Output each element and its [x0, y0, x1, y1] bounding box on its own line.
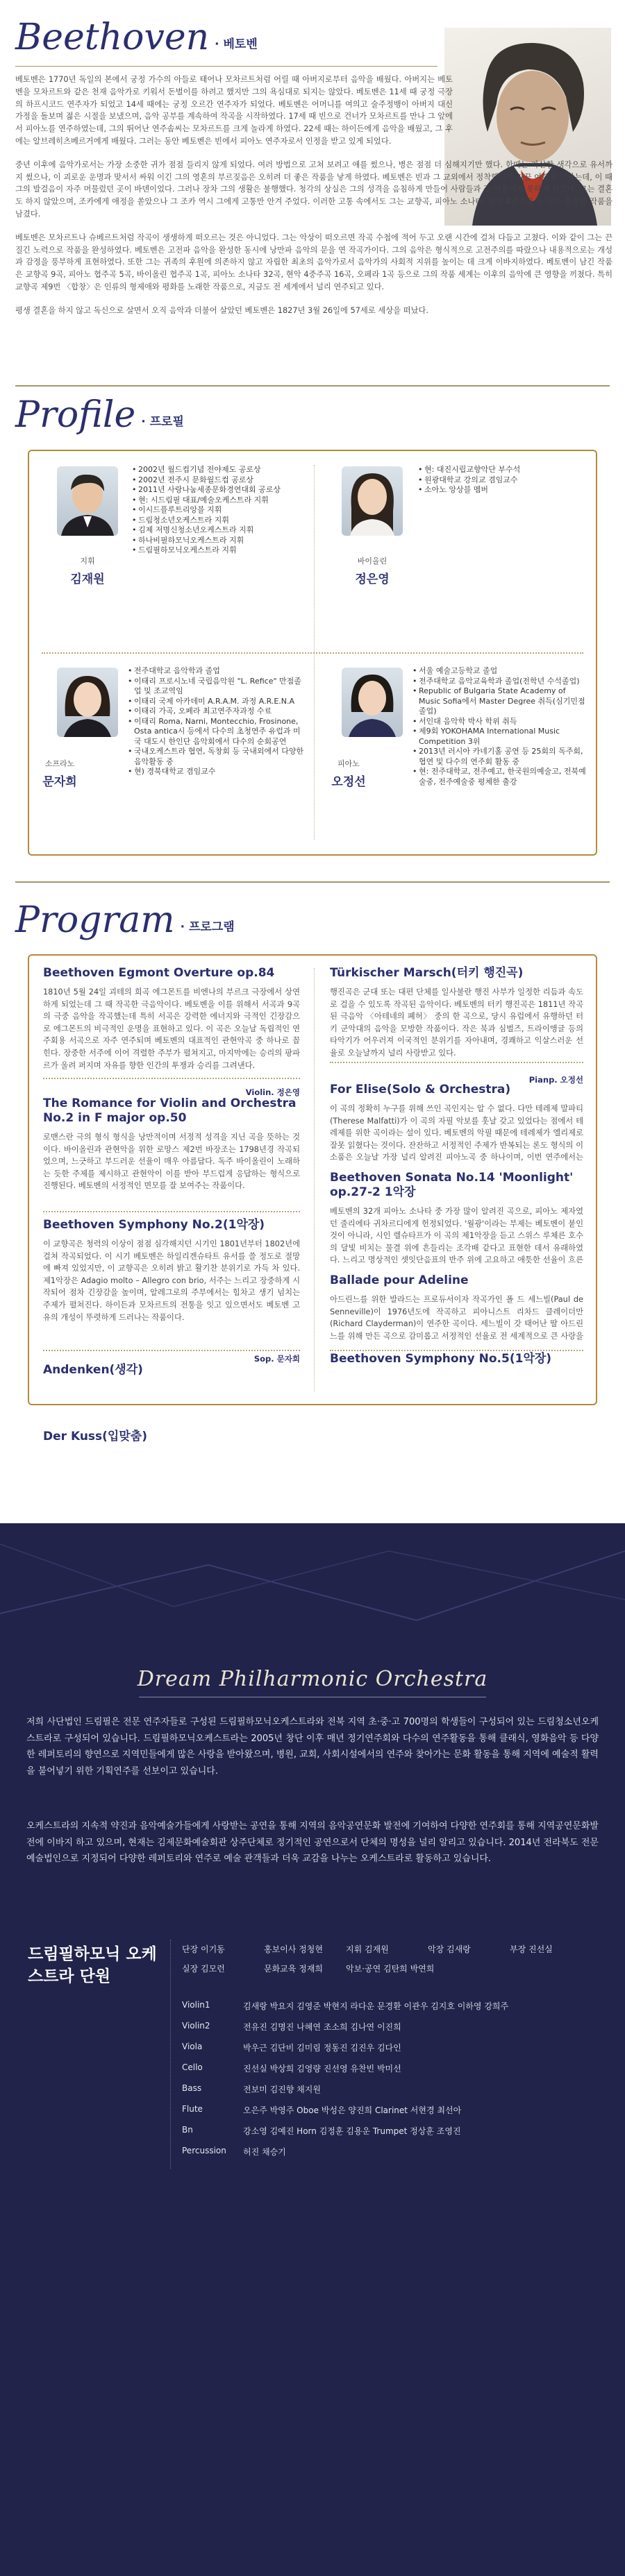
divider — [330, 1062, 583, 1063]
divider — [15, 66, 438, 67]
staff-member: 부장 진선실 — [510, 1944, 553, 1954]
orchestra-description: 오케스트라의 지속적 약진과 음악예술가들에게 사랑받는 공연을 통해 지역의 음악공연문화 발전에 기여하여 다양한 연주회를 통해 지역공연문화발전에 이바지 하고 있으며, 현재는 김제문화예술회관 상주단체로 정기적인 공연으로서 단체의 명성을 널리 알리고 있습니다. 2014년 전라북도 전문예술법인으로 지정되어 다양한 레퍼토리와 연주로 예술 관객들과 더욱 교감을 나누는 오케스트라로 활동하고 있습니다. — [26, 1821, 599, 1864]
beethoven-heading — [15, 19, 258, 56]
section-part: Bn — [182, 2125, 193, 2135]
section-members: 허진 채승기 — [243, 2147, 286, 2157]
career-item: • 현: 대진시립교향악단 부수석 — [418, 465, 585, 475]
program-item — [43, 966, 300, 1078]
career-item: • 드림청소년오케스트라 지휘 — [132, 516, 306, 526]
section-members: 김새랑 박요지 김영준 박현지 라다운 문경환 이관우 김지호 이하영 강희주 — [243, 2001, 509, 2011]
section-members: 박우근 김단비 김미림 정동진 김진우 김다인 — [243, 2043, 401, 2053]
career-item: • 김제 저명신청소년오케스트라 지휘 — [132, 525, 306, 536]
section-members: 강소영 김예진 Horn 김정훈 김용운 Trumpet 정상훈 조영진 — [243, 2126, 461, 2136]
program-title: Program — [15, 899, 175, 941]
program-item — [43, 1352, 300, 1378]
program-item-text: 이 곡의 정확히 누구를 위해 쓰인 곡인지는 알 수 없다. 다만 테레제 말파티(Therese Malfatti)가 이 곡의 자필 악보를 훗날 갖고 있었다는 점에서 테레제를 위한 곡이라는 설이 있다. 베토벤의 악필 때문에 테레제가 엘리제로 잘못 읽혔다는 것이다. 잔잔하고 서정적인 주제가 반복되는 론도 형식의 이 소품은 오늘날 가장 널리 알려진 피아노곡 중 하나이며, 이번 연주에서는 — [330, 1104, 583, 1162]
violinist-photo — [342, 466, 403, 536]
pianist-photo — [342, 668, 403, 737]
program-item-title: Türkischer Marsch(터키 행진곡) — [330, 966, 524, 980]
divider — [42, 652, 583, 654]
program-item-title: Der Kuss(입맞춤) — [43, 1430, 147, 1443]
conductor-name-block — [53, 555, 122, 586]
section-part: Viola — [182, 2042, 203, 2051]
career-item: • 국내오케스트라 협연, 독창회 등 국내외에서 다양한 음악활동 중 — [128, 747, 307, 767]
pianist-career — [412, 666, 586, 787]
career-item: • 서울 예술고등학교 졸업 — [412, 666, 586, 677]
career-item: • 2002년 월드컵기념 전야제도 공로상 — [132, 465, 306, 475]
profile-title: Profile — [15, 394, 136, 436]
program-item-title: Ballade pour Adeline — [330, 1273, 469, 1287]
section-members: 오은주 박영주 Oboe 박성은 양진희 Clarinet 서현경 최선아 — [243, 2105, 462, 2115]
career-item: • 소아노 앙상블 멤버 — [418, 485, 585, 495]
pianist-name-block — [321, 758, 376, 789]
program-heading — [15, 899, 235, 941]
section-part: Violin1 — [182, 2000, 210, 2010]
soprano-role: 소프라노 — [44, 759, 75, 768]
pianist-role: 피아노 — [338, 759, 360, 768]
program-item-title: Beethoven Egmont Overture op.84 — [43, 966, 275, 980]
conductor-role: 지휘 — [80, 557, 95, 566]
career-item: • Republic of Bulgaria State Academy of Music Sofia에서 Master Degree 취득(심기민점 졸업) — [412, 686, 586, 717]
program-item-title: Beethoven Symphony No.2(1악장) — [43, 1218, 265, 1232]
program-item-text: 베토벤의 32개 피아노 소나타 중 가장 많이 알려진 곡으로, 피아노 제자였던 줄리에타 귀차르디에게 헌정되었다. '월광'이라는 부제는 베토벤이 붙인 것이 아니라, 시인 렐슈타프가 이 곡의 제1악장을 듣고 스위스 루체른 호수의 달빛 비치는 물결 위에 흔들리는 조각배 같다고 표현한 데서 유래하였다. 느리고 명상적인 셋잇단음표의 반주 위에 고요하고 애틋한 선율이 흐른 — [330, 1207, 583, 1265]
conductor-name: 김재원 — [70, 573, 105, 586]
career-item: • 하나비필하모닉오케스트라 지휘 — [132, 536, 306, 546]
conductor-career — [132, 465, 306, 556]
section-part: Percussion — [182, 2146, 226, 2155]
staff-member: 지휘 김재원 — [346, 1944, 389, 1954]
beethoven-bio — [15, 74, 612, 317]
career-item: • 2002년 전주시 문화월드컵 공로상 — [132, 475, 306, 486]
bio-paragraph: 베토벤은 1770년 독일의 본에서 궁정 가수의 아들로 태어나 모차르트처럼 어릴 때 아버지로부터 음악을 배웠다. 아버지는 베토벤을 모차르트와 같은 천재 음악가로 키워서 돈벌이를 하려고 했지만 그의 욕심대로 되지는 않았다. 베토벤은 11세 때 궁정 극장의 하프시코드 연주자가 되었고 14세 때에는 궁정 오르간 연주자가 되었다. 베토벤은 어머니를 여의고 술주정뱅이 아버지 대신 가정을 돌보며 젊은 시절을 보냈으며, 음악 공부를 계속하여 작곡을 시작하였다. 17세 때 빈으로 건너가 모차르트를 만나 그 앞에서 피아노를 연주하였는데, 그의 뛰어난 연주솜씨는 모차르트를 크게 놀라게 하였다. 22세 때는 하이든에게 음악을 배웠고, 그 후에는 알브레히츠베르거에게 배웠다. 그러는 동안 베토벤은 빈에서 피아노 연주자로서 인정을 받고 있게 되었다. — [15, 75, 453, 146]
staff-member: 악보·공연 김탄희 박연희 — [346, 1964, 435, 1974]
soprano-name: 문자희 — [42, 775, 77, 789]
career-item: • 이태리 가곡, 오페라 최고연주자과정 수료 — [128, 706, 307, 717]
members-title: 드림필하모닉 오케스트라 단원 — [28, 1945, 157, 1985]
soprano-name-block — [32, 758, 88, 789]
divider — [43, 1078, 300, 1079]
career-item: • 전주대학교 음악교육학과 졸업(전학년 수석졸업) — [412, 677, 586, 687]
staff-member: 악장 김새랑 — [428, 1944, 471, 1954]
divider — [330, 1350, 583, 1351]
program-item-title: Beethoven Sonata No.14 'Moonlight' op.27-2 1악장 — [330, 1171, 574, 1199]
pianist-name: 오정선 — [331, 775, 366, 789]
program-item — [43, 1430, 300, 1444]
career-item: • 이시드플루트리앙블 지휘 — [132, 505, 306, 516]
program-item — [43, 1084, 300, 1205]
orchestra-description: 저희 사단법인 드림필은 전문 연주자들로 구성된 드림필하모닉오케스트라와 전북 지역 초·중·고 700명의 학생들이 구성되어 있는 드림청소년오케스트라로 구성되어 있습니다. 드림필하모닉오케스트라는 2005년 창단 이후 매년 정기연주회와 다수의 연주활동을 통해 클래식, 영화음악 등 다양한 레퍼토리의 향연으로 지역민들에게 많은 사랑을 받아왔으며, 병원, 교회, 사회시설에서의 연주와 찾아가는 문화 활동을 통해 지역에 예술적 활력을 불어넣기 위한 기획연주를 선보이고 있습니다. — [26, 1717, 599, 1777]
beethoven-title-kr: · 베토벤 — [215, 37, 258, 51]
program-item-performer: Violin. 정은영 — [245, 1087, 300, 1097]
career-item: • 원광대학교 강의교 겸임교수 — [418, 475, 585, 486]
violinist-career — [418, 465, 585, 495]
section-members: 전유진 김명진 나혜연 조소희 김나연 이진희 — [243, 2022, 401, 2032]
career-item: • 서인대 음악학 박사 학위 취득 — [412, 717, 586, 727]
section-part: Flute — [182, 2104, 203, 2114]
bio-paragraph: 베토벤은 모차르트나 슈베르트처럼 작곡이 생생하게 떠오르는 것은 아니었다. 그는 악상이 떠오르면 작곡 수첩에 적어 두고 오랜 시간에 걸쳐 다듬고 고쳤다. 이와 같이 그는 끈질긴 노력으로 작품을 완성하였다. 베토벤은 고전파 음악을 완성한 동시에 낭만파 음악의 문을 연 작곡가이다. 그의 음악은 형식적으로 고전주의를 따랐으나 내용적으로는 개성과 감정을 풍부하게 표현하였다. 또한 그는 귀족의 후원에 의존하지 않고 자립한 최초의 음악가로서 음악가의 사회적 지위를 높이는 데 크게 이바지하였다. 베토벤이 남긴 작품은 교향곡 9곡, 피아노 협주곡 5곡, 바이올린 협주곡 1곡, 피아노 소나타 32곡, 현악 4중주곡 16곡, 오페라 1곡 등으로 그의 작품 세계는 이후의 음악에 큰 영향을 끼쳤다. 특히 교향곡 제9번 〈합창〉은 인류의 형제애와 평화를 노래한 작품으로, 지금도 전 세계에서 널리 연주되고 있다. — [15, 232, 612, 291]
program-item-title: The Romance for Violin and Orchestra No.2 in F major op.50 — [43, 1096, 297, 1125]
conductor-photo — [57, 466, 118, 536]
divider — [43, 1211, 300, 1212]
career-item: • 현: 시드림필 대표/예술오케스트라 지휘 — [132, 495, 306, 506]
section-members: 전보미 김진향 채지원 — [243, 2085, 321, 2094]
program-item-text: 이 교향곡은 청력의 이상이 점점 심각해지던 시기인 1801년부터 1802년에 걸쳐 작곡되었다. 이 시기 베토벤은 하일리겐슈타트 유서를 쓸 정도로 절망에 빠져 있었지만, 이 교향곡은 오히려 밝고 활기찬 분위기로 가득 차 있다. 제1악장은 Adagio molto – Allegro con brio, 서주는 느리고 장중하게 시작되어 점차 긴장감을 높이며, 알레그로의 주부에서는 힘차고 생기 넘치는 주제가 펼쳐진다. 하이든과 모차르트의 전통을 잇고 있으면서도 베토벤 고유의 개성이 뚜렷하게 드러나는 작품이다. — [43, 1239, 300, 1322]
divider — [43, 1350, 300, 1351]
career-item: • 이태리 국제 아카데미 A.R.A.M. 과정 A.R.E.N.A — [128, 697, 307, 707]
program-item-text: 1810년 5월 24일 괴테의 희곡 에그몬트를 비엔나의 부르크 극장에서 상연하게 되었는데 그 때 작곡한 극음악이다. 베토벤을 이를 위해서 서곡과 9곡의 극중 음악을 작곡했는데 특히 서곡은 강력한 에너지와 극적인 긴장감으로 에그몬트의 비극적인 운명을 표현하고 있다. 이 곡은 오늘날 독립적인 연주회용 서곡으로 자주 연주되며 베토벤의 대표적인 관현악곡 중 하나로 꼽힌다. 장중한 서주에 이어 격렬한 주부가 펼쳐지고, 마지막에는 승리의 팡파르가 울려 퍼지며 자유를 향한 인간의 투쟁과 승리를 그려낸다. — [43, 988, 300, 1070]
orchestra-title: Dream Philharmonic Orchestra — [137, 1667, 488, 1691]
violinist-role: 바이올린 — [357, 557, 388, 566]
violinist-name: 정은영 — [355, 573, 390, 586]
section-members: 진선실 박상희 김영량 진선영 유찬빈 박미선 — [243, 2064, 401, 2074]
career-item: • 이태리 프로시노네 국립음악원 "L. Refice" 만점졸업 및 조교역임 — [128, 677, 307, 697]
soprano-photo — [57, 668, 118, 737]
career-item: • 제9회 YOKOHAMA International Music Competition 3위 — [412, 727, 586, 747]
program-item-title: Andenken(생각) — [43, 1363, 143, 1377]
career-item: • 이태리 Roma, Narni, Montecchio, Frosinone, Osta antica시 등에서 다수의 초청연주 유럽과 미국 대도시 한인단 음악회에서 다수의 순회공연 — [128, 717, 307, 747]
program-item-performer: Sop. 문자희 — [253, 1354, 300, 1364]
staff-member: 단장 이기동 — [182, 1944, 225, 1954]
staff-member: 홍보이사 정청현 — [264, 1944, 323, 1954]
bio-paragraph: 중년 이후에 음악가로서는 가장 소중한 귀가 점점 들리지 않게 되었다. 여러 방법으로 고쳐 보려고 애를 썼으나, 병은 점점 더 심해지기만 했다. 한때는 자살할 생각으로 유서까지 썼으나, 이 괴로운 운명과 맞서서 싸워 이긴 그의 영혼의 부르짖음은 오히려 더 좋은 작품을 낳게 하였다. 베토벤은 빈과 그 교외에서 정착했다가 가끔 여행을 떠났는데, 이 때 그의 발걸음이 자주 머물렀던 곳이 바덴이었다. 그러나 장차 그의 생활은 불행했다. 청각의 상실은 그의 성격을 음침하게 만들어 사람들과 잘 어울리지 못하게 하였다. 그는 결혼도 하지 않았으며, 조카에게 애정을 쏟았으나 그 조카 역시 그에게 고통만 안겨 주었다. 이러한 고통 속에서도 그는 교향곡, 피아노 소나타, 현악 4중주곡 등 많은 훌륭한 작품을 남겼다. — [15, 160, 612, 219]
staff-member: 문화교육 정재희 — [264, 1964, 323, 1974]
career-item: • 현: 전주대학교, 전주예고, 한국원의예술고, 전북예술중, 전주예술중 평체한 출강 — [412, 767, 586, 787]
career-item: • 2013년 러시아 카네기홀 공연 등 25회의 독주회, 협연 및 다수의 연주회 활동 중 — [412, 747, 586, 767]
decorative-lines — [0, 1523, 625, 1662]
program-item-performer: Pianp. 오정선 — [528, 1075, 583, 1085]
program-item-text: 로맨스란 극의 형식 형식을 낭만적이며 서정적 성격을 지닌 곡을 뜻하는 것이다. 바이올린과 관현악을 위한 로망스 제2번 바장조는 1798년경 작곡되었으며, 느긋하고 부드러운 선율이 매우 아름답다. 독주 바이올린이 노래하는 듯한 주제를 제시하고 관현악이 이를 받아 부드럽게 응답하는 형식으로 진행된다. 베토벤의 서정적인 면모를 잘 보여주는 작품이다. — [43, 1133, 300, 1191]
career-item: • 드림필하모닉오케스트라 지휘 — [132, 545, 306, 556]
profile-heading — [15, 394, 184, 436]
bio-paragraph: 평생 결혼을 하지 않고 독신으로 살면서 오직 음악과 더불어 살았던 베토벤은 1827년 3월 26일에 57세로 세상을 떠났다. — [15, 305, 428, 315]
beethoven-title: Beethoven — [15, 17, 210, 58]
soprano-career — [128, 666, 307, 777]
section-part: Bass — [182, 2083, 202, 2093]
career-item: • 전주대학교 음악학과 졸업 — [128, 666, 307, 677]
section-part: Violin2 — [182, 2021, 210, 2031]
staff-member: 실장 김모런 — [182, 1964, 225, 1974]
program-item — [330, 966, 583, 1060]
violinist-name-block — [338, 555, 407, 586]
program-item — [43, 1218, 300, 1348]
program-item-title: For Elise(Solo & Orchestra) — [330, 1083, 511, 1096]
profile-title-kr: · 프로필 — [141, 415, 184, 429]
program-item-text: 아드린느를 위한 발라드는 프로듀서이자 작곡가인 폴 드 세느빌(Paul de Senneville)이 1976년도에 작곡하고 피아니스트 리차드 클레이더만(Richard Clayderman)이 연주한 곡이다. 세느빌이 갓 태어난 딸 아드린느를 위해 만든 곡으로 감미롭고 서정적인 선율로 전 세계적으로 큰 사랑을 — [330, 1295, 583, 1341]
divider — [314, 968, 315, 1391]
career-item: • 2011년 사랑나눔세종문화경연대회 공로상 — [132, 485, 306, 495]
divider — [170, 1940, 171, 2169]
program-title-kr: · 프로그램 — [180, 920, 235, 934]
program-item — [330, 1352, 583, 1366]
program-item-title: Beethoven Symphony No.5(1악장) — [330, 1352, 552, 1366]
program-item — [330, 1069, 583, 1342]
divider — [15, 385, 610, 387]
career-item: • 현) 경북대학교 겸임교수 — [128, 767, 307, 777]
divider — [15, 881, 610, 883]
program-item-text: 행진곡은 군대 또는 대편 단체를 일사불란 행진 사부가 일정한 리듬과 속도로 걸을 수 있도록 작곡된 음악이다. 베토벤의 터키 행진곡은 1811년 작곡된 극음악 〈아테네의 폐허〉 중의 한 곡으로, 당시 유럽에서 유행하던 터키 군악대의 음악을 모방한 작품이다. 작은 북과 심벌즈, 트라이앵글 등의 타악기가 어우러져 이국적인 분위기를 자아내며, 경쾌하고 익살스러운 선율로 오늘날까지 널리 사랑받고 있다. — [330, 988, 583, 1058]
section-part: Cello — [182, 2062, 203, 2072]
